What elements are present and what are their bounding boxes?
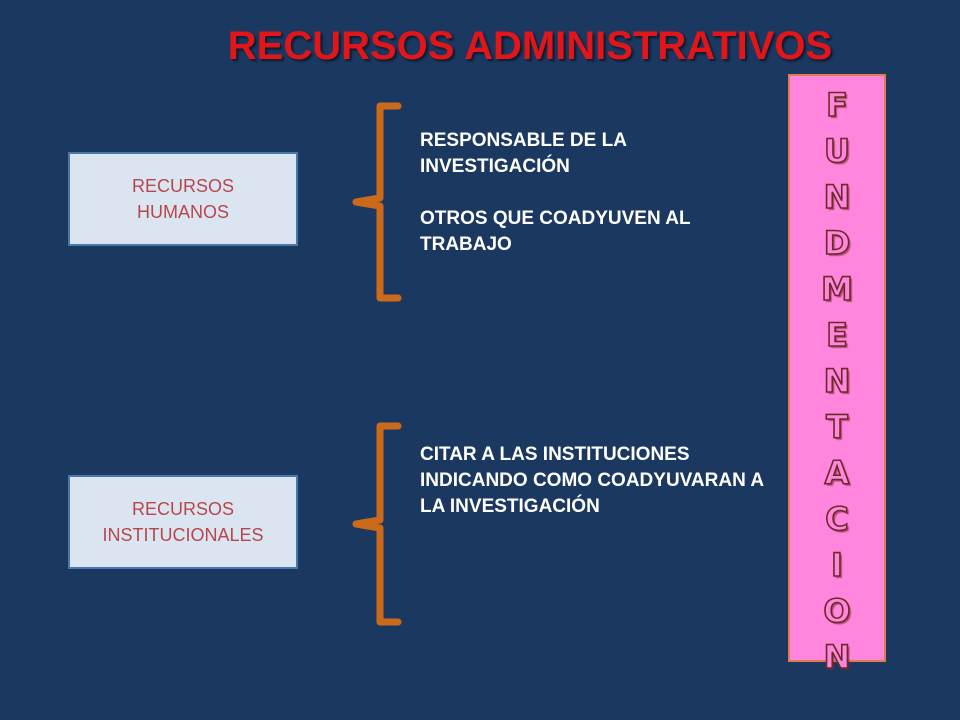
vertical-letter: E bbox=[826, 316, 848, 354]
vertical-letter: N bbox=[823, 362, 851, 400]
recursos-institucionales-box bbox=[68, 475, 298, 569]
box-label-line: INSTITUCIONALES bbox=[102, 525, 264, 545]
description-item: CITAR A LAS INSTITUCIONES INDICANDO COMO COADYUVARAN A LA INVESTIGACIÓN bbox=[420, 444, 764, 517]
curly-bracket-institucionales bbox=[348, 420, 408, 628]
vertical-letter: T bbox=[826, 408, 848, 446]
vertical-letter: M bbox=[821, 270, 853, 308]
page-title: RECURSOS ADMINISTRATIVOS bbox=[227, 24, 833, 68]
vertical-letter: C bbox=[825, 500, 849, 538]
vertical-letter: D bbox=[823, 224, 851, 262]
fundamentacion-vertical-label bbox=[788, 74, 886, 676]
box-label-line: RECURSOS bbox=[131, 176, 234, 196]
institucionales-description bbox=[420, 442, 765, 520]
recursos-humanos-box bbox=[68, 152, 298, 246]
box-label-line: RECURSOS bbox=[131, 499, 234, 519]
vertical-letter: F bbox=[826, 86, 848, 124]
box-label-line: HUMANOS bbox=[136, 202, 229, 222]
description-item: RESPONSABLE DE LA INVESTIGACIÓN bbox=[420, 130, 627, 177]
curly-bracket-humanos bbox=[348, 100, 408, 304]
vertical-letter: O bbox=[823, 592, 851, 630]
vertical-letter: N bbox=[823, 178, 851, 216]
description-item: OTROS QUE COADYUVEN AL TRABAJO bbox=[420, 208, 691, 255]
humanos-description bbox=[420, 128, 760, 258]
vertical-letter: I bbox=[831, 546, 843, 584]
vertical-letter: N bbox=[823, 638, 851, 676]
vertical-letter: U bbox=[824, 132, 850, 170]
vertical-letter: A bbox=[824, 454, 850, 492]
